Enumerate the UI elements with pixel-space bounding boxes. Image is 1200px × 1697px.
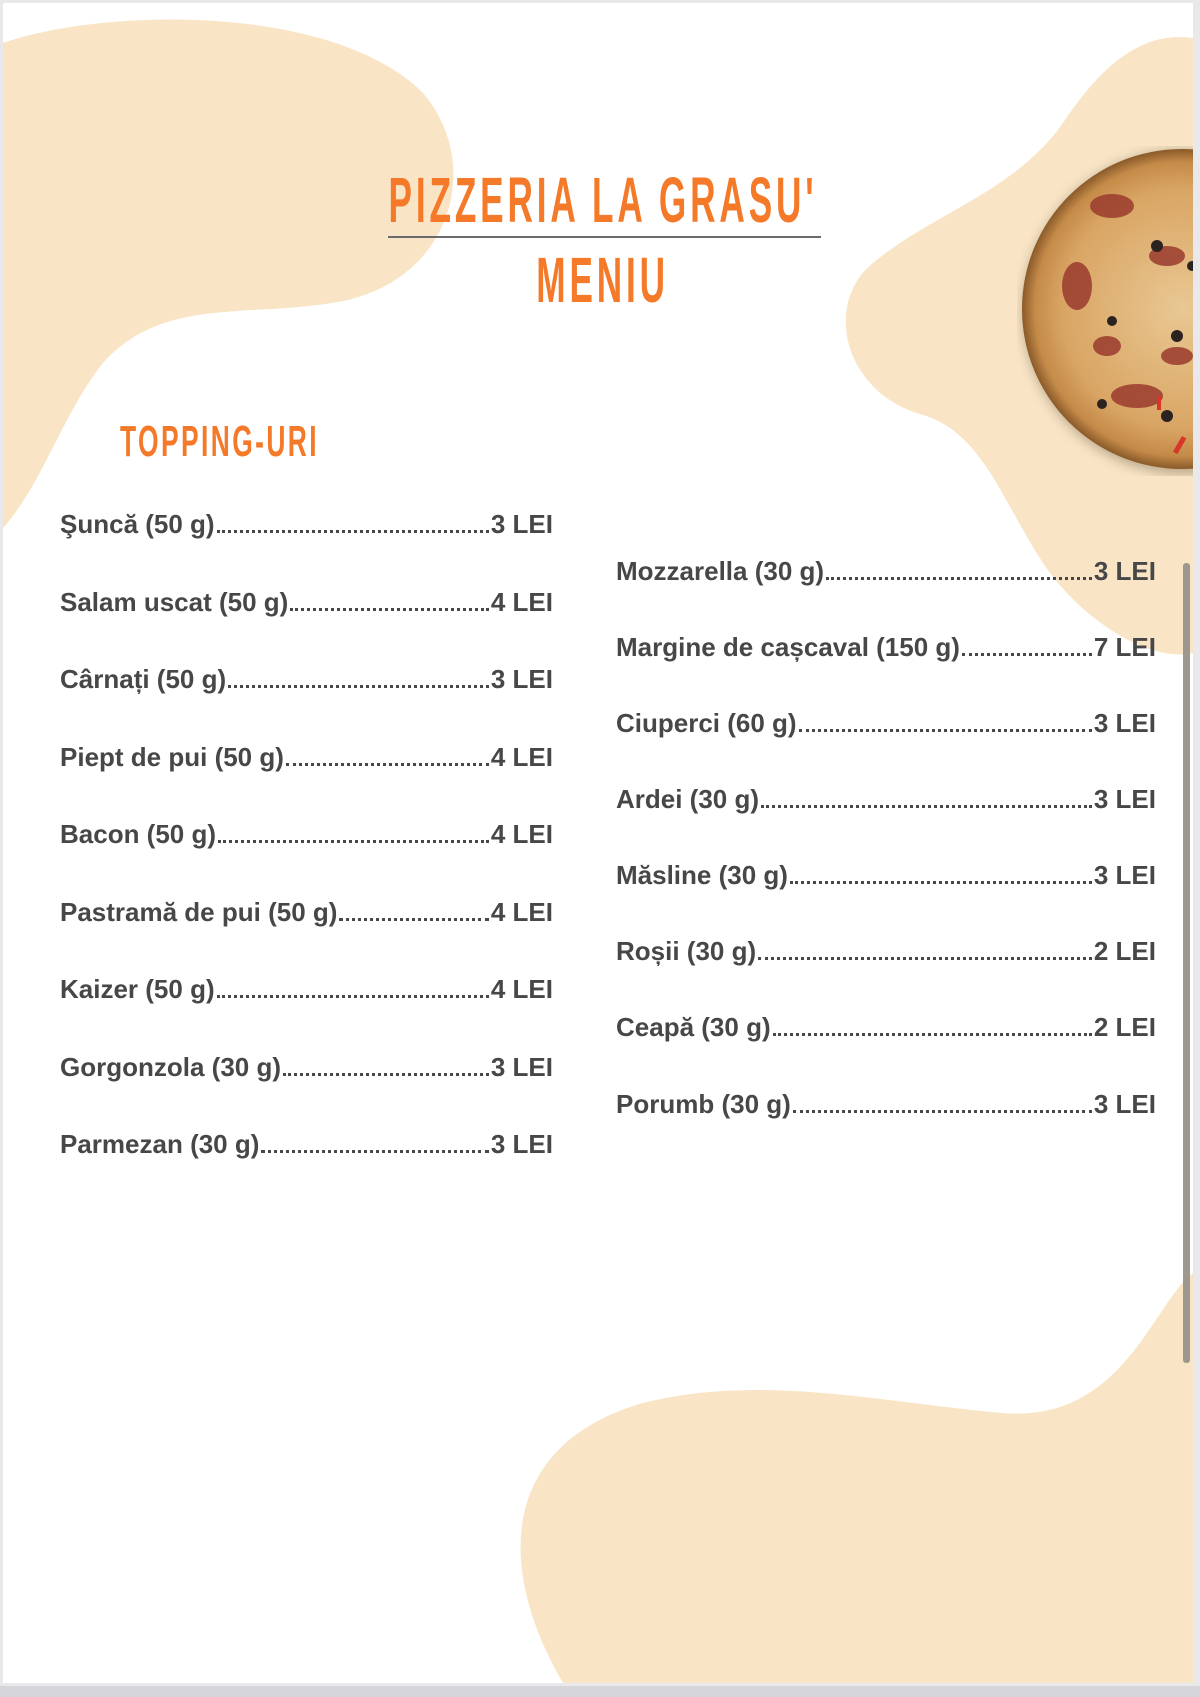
item-name: Porumb (30 g) bbox=[616, 1089, 791, 1119]
bottom-edge bbox=[0, 1686, 1200, 1697]
item-name: Mozzarella (30 g) bbox=[616, 556, 825, 586]
item-name: Bacon (50 g) bbox=[60, 819, 217, 849]
dot-leader bbox=[799, 729, 1092, 732]
item-price: 4 LEI bbox=[490, 819, 553, 849]
item-price: 4 LEI bbox=[490, 587, 553, 617]
menu-subtitle: MENIU bbox=[536, 244, 670, 316]
item-name: Parmezan (30 g) bbox=[60, 1129, 260, 1159]
item-price: 4 LEI bbox=[490, 742, 553, 772]
vertical-scrollbar[interactable] bbox=[1183, 563, 1190, 1363]
item-price: 3 LEI bbox=[1093, 1089, 1156, 1119]
item-name: Salam uscat (50 g) bbox=[60, 587, 289, 617]
item-name: Roșii (30 g) bbox=[616, 936, 757, 966]
list-item bbox=[60, 509, 553, 545]
dot-leader bbox=[339, 918, 488, 921]
item-price: 3 LEI bbox=[1093, 860, 1156, 890]
item-name: Pastramă de pui (50 g) bbox=[60, 897, 338, 927]
dot-leader bbox=[286, 763, 489, 766]
list-item bbox=[616, 860, 1156, 896]
dot-leader bbox=[793, 1110, 1092, 1113]
list-item bbox=[616, 936, 1156, 972]
item-name: Măsline (30 g) bbox=[616, 860, 788, 890]
menu-page bbox=[3, 3, 1193, 1683]
dot-leader bbox=[218, 840, 489, 843]
dot-leader bbox=[228, 685, 489, 688]
item-name: Kaizer (50 g) bbox=[60, 974, 215, 1004]
dot-leader bbox=[261, 1150, 488, 1153]
dot-leader bbox=[217, 995, 489, 998]
item-name: Cârnați (50 g) bbox=[60, 664, 227, 694]
item-price: 3 LEI bbox=[1093, 556, 1156, 586]
item-price: 3 LEI bbox=[490, 1052, 553, 1082]
item-price: 4 LEI bbox=[490, 974, 553, 1004]
dot-leader bbox=[283, 1073, 489, 1076]
list-item bbox=[60, 1129, 553, 1165]
list-item bbox=[60, 974, 553, 1010]
dot-leader bbox=[758, 957, 1092, 960]
list-item bbox=[60, 1052, 553, 1088]
item-name: Piept de pui (50 g) bbox=[60, 742, 284, 772]
dot-leader bbox=[761, 805, 1092, 808]
item-price: 7 LEI bbox=[1093, 632, 1156, 662]
title-divider bbox=[388, 236, 821, 238]
list-item bbox=[616, 784, 1156, 820]
item-price: 3 LEI bbox=[1093, 784, 1156, 814]
item-name: Gorgonzola (30 g) bbox=[60, 1052, 281, 1082]
item-price: 3 LEI bbox=[490, 1129, 553, 1159]
item-name: Ceapă (30 g) bbox=[616, 1012, 771, 1042]
list-item bbox=[60, 664, 553, 700]
bottom-right-blob bbox=[521, 1273, 1193, 1683]
item-price: 3 LEI bbox=[1093, 708, 1156, 738]
dot-leader bbox=[217, 530, 489, 533]
list-item bbox=[616, 632, 1156, 668]
restaurant-name: PIZZERIA LA GRASU' bbox=[388, 164, 818, 236]
list-item bbox=[616, 1012, 1156, 1048]
item-name: Şuncă (50 g) bbox=[60, 509, 215, 539]
item-name: Ardei (30 g) bbox=[616, 784, 760, 814]
dot-leader bbox=[962, 653, 1092, 656]
dot-leader bbox=[773, 1033, 1092, 1036]
list-item bbox=[60, 742, 553, 778]
item-price: 3 LEI bbox=[490, 664, 553, 694]
dot-leader bbox=[290, 608, 489, 611]
item-price: 2 LEI bbox=[1093, 936, 1156, 966]
item-price: 4 LEI bbox=[490, 897, 553, 927]
list-item bbox=[60, 587, 553, 623]
list-item bbox=[616, 556, 1156, 592]
item-name: Ciuperci (60 g) bbox=[616, 708, 797, 738]
dot-leader bbox=[790, 881, 1092, 884]
list-item bbox=[616, 708, 1156, 744]
item-name: Margine de cașcaval (150 g) bbox=[616, 632, 960, 662]
item-price: 2 LEI bbox=[1093, 1012, 1156, 1042]
list-item bbox=[616, 1089, 1156, 1125]
section-title: TOPPING-URI bbox=[120, 417, 319, 466]
list-item bbox=[60, 819, 553, 855]
dot-leader bbox=[826, 577, 1092, 580]
list-item bbox=[60, 897, 553, 933]
item-price: 3 LEI bbox=[490, 509, 553, 539]
